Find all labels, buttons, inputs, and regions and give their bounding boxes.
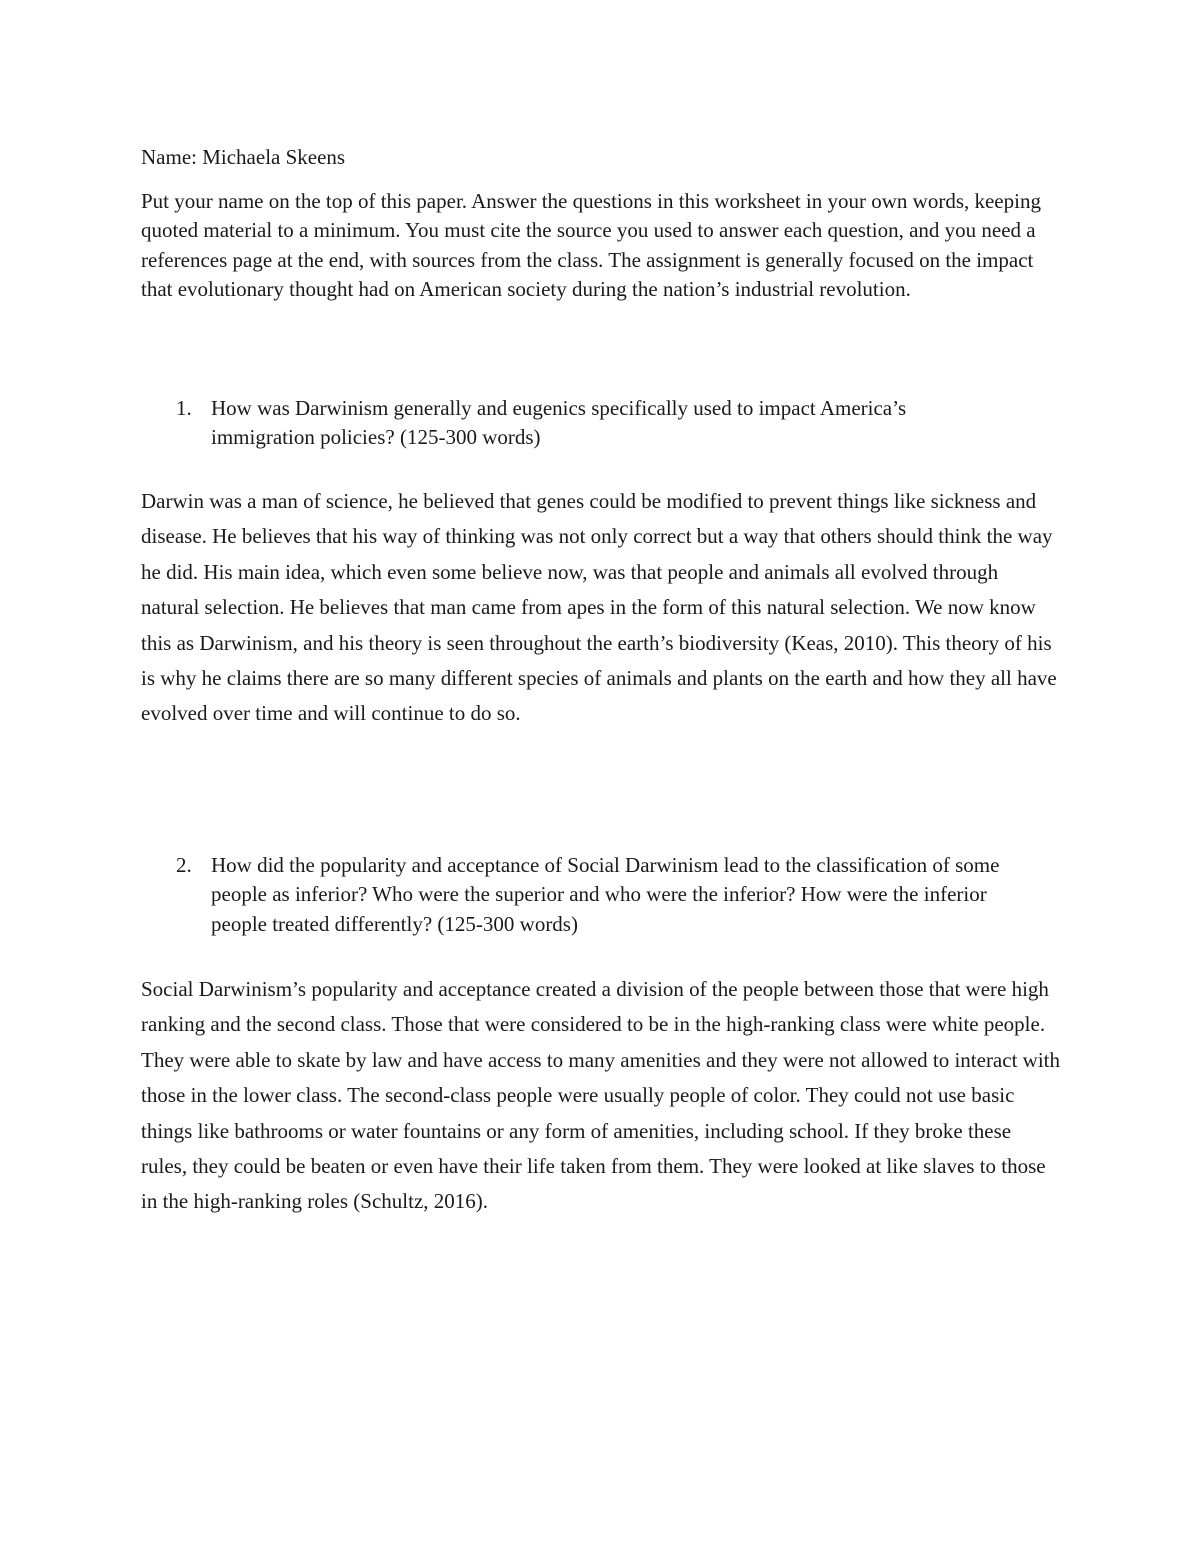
question-2	[141, 851, 1061, 939]
student-name-line: Name: Michaela Skeens	[141, 145, 346, 169]
question-1	[141, 394, 1061, 453]
question-number: 1.	[176, 396, 192, 420]
assignment-instructions: Put your name on the top of this paper. Answer the questions in this worksheet in your own words, keeping quoted material to a minimum. You must cite the source you used to answer each question, and you need a references page at the end, with sources from the class. The assignment is generally focused on the impact that evolutionary thought had on American society during the nation’s industrial revolution.	[141, 189, 1041, 302]
question-text: How did the popularity and acceptance of Social Darwinism lead to the classification of some people as inferior? Who were the superior and who were the inferior? How were the inferior people treated differently? (125-300 words)	[211, 853, 1000, 936]
answer-2: Social Darwinism’s popularity and acceptance created a division of the people between those that were high ranking and the second class. Those that were considered to be in the high-ranking class were white people. They were able to skate by law and have access to many amenities and they were not allowed to interact with those in the lower class. The second-class people were usually people of color. They could not use basic things like bathrooms or water fountains or any form of amenities, including school. If they broke these rules, they could be beaten or even have their life taken from them. They were looked at like slaves to those in the high-ranking roles (Schultz, 2016).	[141, 977, 1060, 1214]
question-number: 2.	[176, 853, 192, 877]
question-text: How was Darwinism generally and eugenics specifically used to impact America’s immigration policies? (125-300 words)	[211, 396, 907, 450]
answer-1: Darwin was a man of science, he believed that genes could be modified to prevent things like sickness and disease. He believes that his way of thinking was not only correct but a way that others should think the way he did. His main idea, which even some believe now, was that people and animals all evolved through natural selection. He believes that man came from apes in the form of this natural selection. We now know this as Darwinism, and his theory is seen throughout the earth’s biodiversity (Keas, 2010). This theory of his is why he claims there are so many different species of animals and plants on the earth and how they all have evolved over time and will continue to do so.	[141, 489, 1057, 726]
